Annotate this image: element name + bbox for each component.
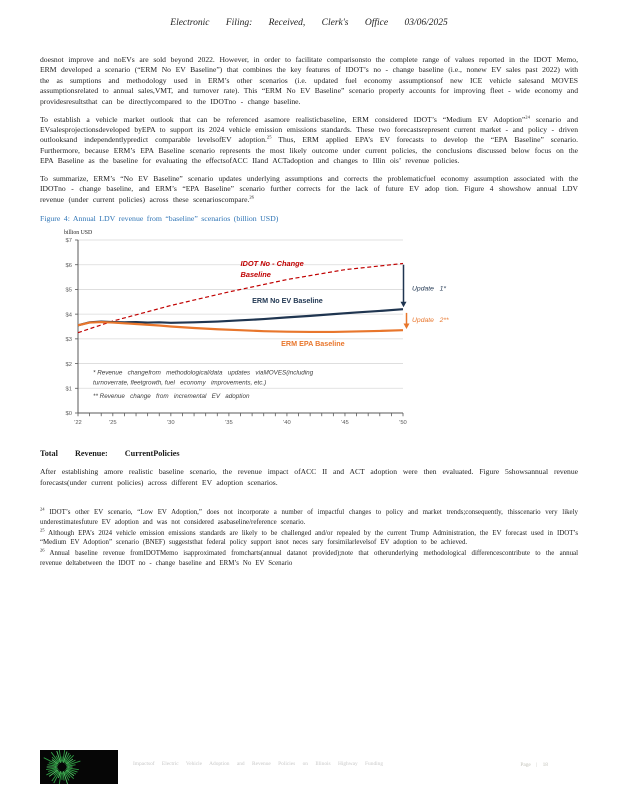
starburst-icon [40,750,118,784]
total-revenue-heading: Total Revenue: CurrentPolicies [40,449,180,459]
footnote-ref-24: 24 [525,114,530,119]
paragraph-3-text: To summarize, ERM’s “No EV Baseline” scenario updates underlying assumptions and corrects the problematicfuel economy assumption associated with the IDOTno - change baseline, and ERM’s “EPA Baseline” scenario further corrects for the lack of future EV adop tion. Figure 4 showshow annual LDV revenue (under current policies) across these scenarioscompare. [40,174,578,204]
svg-text:'30: '30 [167,420,175,427]
svg-text:IDOT No - Change: IDOT No - Change [240,259,304,269]
svg-text:Baseline: Baseline [240,270,271,280]
svg-text:$4: $4 [65,312,72,319]
footnote-25-marker: 25 [40,527,45,533]
footnote-ref-25: 25 [266,134,272,140]
paragraph-2-text-b: scenario and EVsalesprojectionsdeveloped byEPA to support its 2024 vehicle emission emissions standards. These two forecastsrepresent current market - and policy - driven outlooksand independentlypredict comparable levelsofEV adoption. [40,114,579,145]
svg-text:Update 2**: Update 2** [412,317,449,325]
footnote-26-marker: 26 [40,547,45,553]
svg-text:turnoverrate, fleetgrowth, fue: turnoverrate, fleetgrowth, fuel economy improvements, etc.) [93,379,267,387]
svg-text:$0: $0 [65,411,72,418]
footnote-26 [40,549,578,568]
filing-header: Electronic Filing: Received, Clerk's Office 03/06/2025 [170,18,448,28]
footnote-26-text: Annual baseline revenue fromIDOTMemo isapproximated fromcharts(annual datanot provided);note that otherunderlying methodological differencescontribute to the annual revenue deltabetween the IDOT no - change baseline and ERM’s No EV Scenario [40,549,578,567]
paragraph-4: After establishing amore realistic baseline scenario, the revenue impact ofACC II and ACT adoption were then evaluated. Figure 5showsannual revenue forecasts(under current policies) across different EV adoption scenarios. [40,467,578,487]
svg-text:Update 1*: Update 1* [412,285,447,293]
paragraph-3 [40,174,578,205]
svg-text:ERM No EV Baseline: ERM No EV Baseline [252,296,323,306]
erm-logo [40,750,118,784]
figure4-chart [40,237,510,429]
svg-text:'45: '45 [341,420,349,427]
svg-text:$6: $6 [65,263,72,270]
page-number: Page | 18 [520,762,548,768]
footnote-ref-26: 26 [249,194,254,200]
svg-text:'22: '22 [74,420,82,427]
footnotes-section [40,508,578,568]
paragraph-2-text-a: To establish a vehicle market outlook that can be referenced asamore realisticbaseline, ERM considered IDOT’s “Medium EV Adoption” [40,114,526,124]
page-footer [40,750,578,784]
footnote-24-text: IDOT’s other EV scenario, “Low EV Adoption,” does not incorporate a number of impactful changes to policy and market trends;consequently, thisscenario very likely underestimatesfuture EV adoption and was not considered asabaseline/reference scenario. [40,509,578,526]
paragraph-2-text-c: Thus, ERM applied EPA’s EV forecasts to develop the “EPA Baseline” scenario. Furthermore, because ERM’s EPA Baseline scenario represents the most likely outcome under current policies, the conclusions discussed below focus on the EPA Baseline as the baseline for evaluating the effectsofACC IIand ACTadoption and changes to Illin ois’ revenue policies. [40,135,578,166]
svg-text:$2: $2 [65,362,72,369]
paragraph-2 [40,115,578,167]
svg-text:'25: '25 [109,420,117,427]
svg-text:'50: '50 [399,420,407,427]
figure4-caption: Figure 4: Annual LDV revenue from “baseline” scenarios (billion USD) [40,214,279,224]
svg-text:$5: $5 [65,287,72,294]
svg-text:$7: $7 [65,238,72,245]
svg-text:'35: '35 [225,420,233,427]
svg-text:$1: $1 [65,386,72,393]
footnote-25 [40,529,578,548]
footer-document-title: Impactsof Electric Vehicle Adoption and Revenue Policies on Illinois Highway Funding [133,761,384,767]
footnote-24 [40,508,578,527]
page-content [0,28,618,568]
chart-y-axis-unit: billion USD [64,230,93,237]
paragraph-1: doesnot improve and noEVs are sold beyond 2022. However, in order to facilitate comparisonsto the complete range of values reported in the IDOT Memo, ERM developed a scenario (“ERM No EV Baseline”) that combines the key features of IDOT’s no - change baseline (i.e., nonew EV sales past 2022) with the as sumptions and methodology used in ERM’s other scenarios (i.e. updated fuel economy assumptionsof new ICE vehicle salesand MOVES assumptionsrelated to annual sales,VMT, and turnover rate). This “ERM No EV Baseline” scenario properly accounts for improving fleet - wide economy and providesresultsthat can be directlycompared to the IDOTno - change baseline. [40,55,578,106]
svg-text:$3: $3 [65,337,72,344]
svg-text:** Revenue change from i: ** Revenue change from incremental EV adoption [93,393,250,401]
footnote-24-marker: 24 [40,506,45,512]
svg-text:* Revenue changefrom metho: * Revenue changefrom methodological/data updates viaMOVES(including [93,369,314,377]
svg-text:ERM EPA Baseline: ERM EPA Baseline [281,339,345,349]
svg-text:'40: '40 [283,420,291,427]
footnote-25-text: Although EPA’s 2024 vehicle emission emissions standards are likely to be challenged and/or repealed by the current Trump Administration, the EV forecast used in IDOT’s “Medium EV Adoption” scenario (BNEF) suggeststhat federal policy support isnot neces sary forsimilarlevelsof EV adoption to be achieved. [40,529,578,547]
